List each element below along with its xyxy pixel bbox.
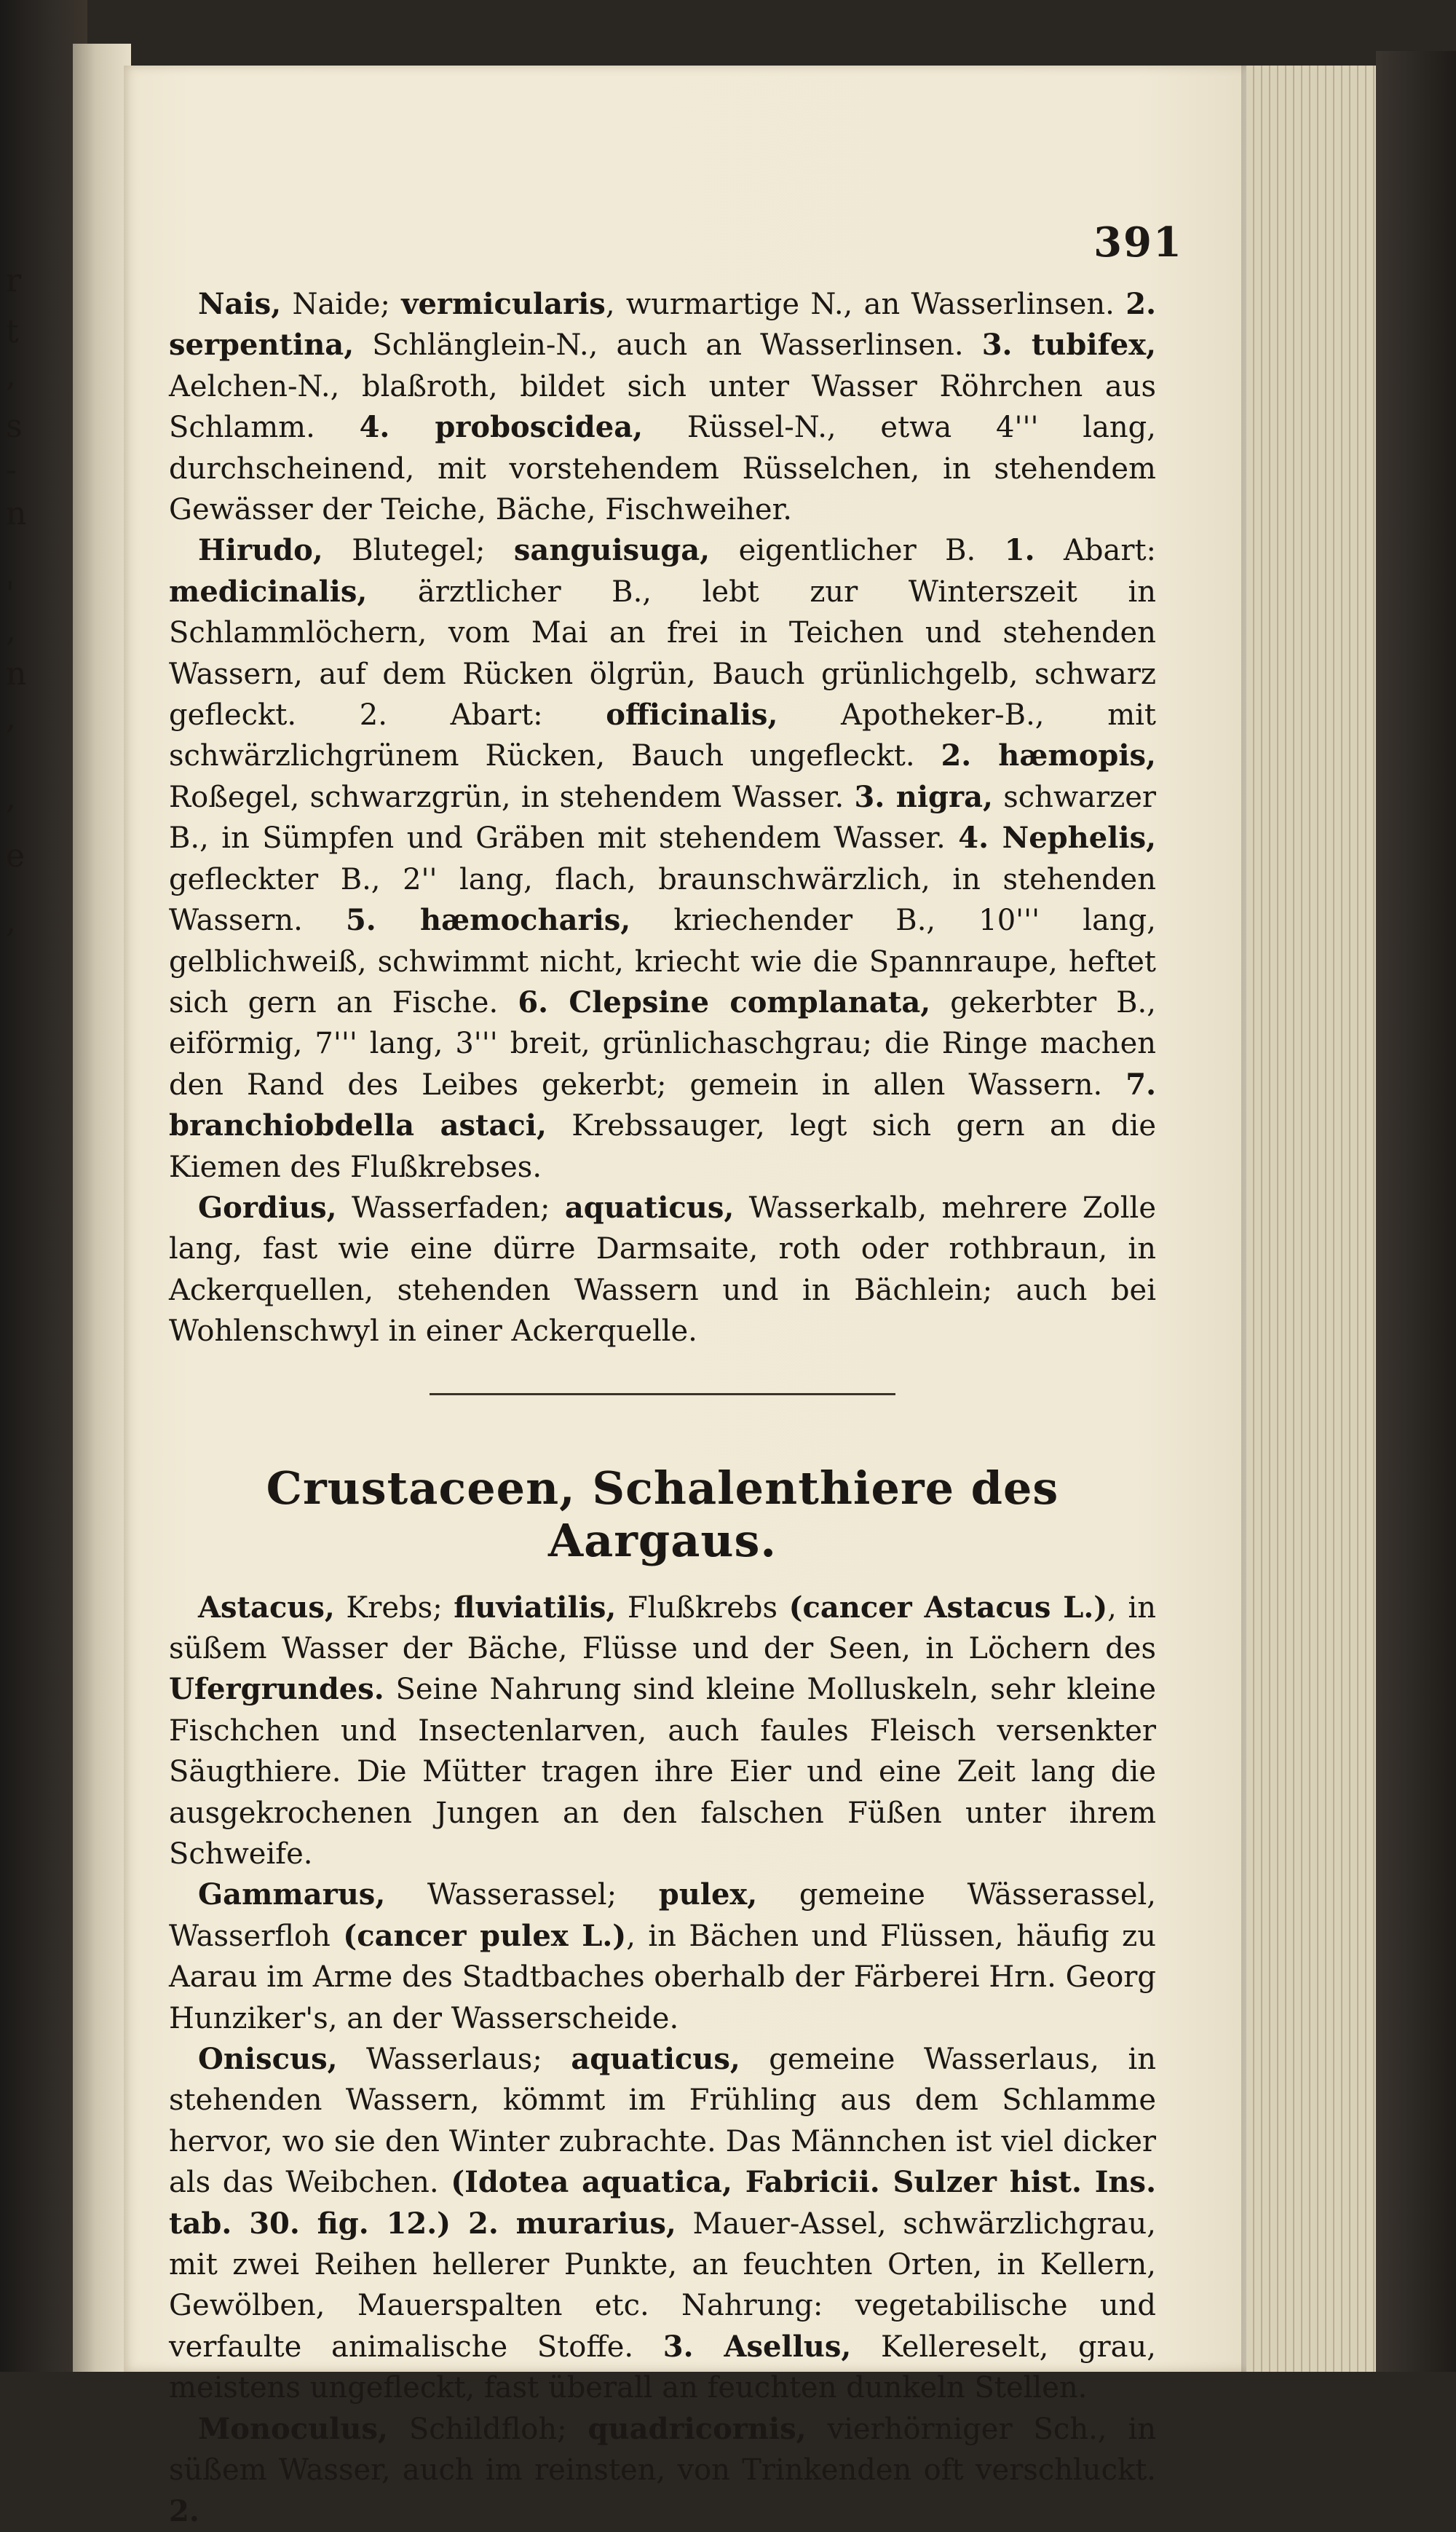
entry-paragraph	[169, 1588, 1156, 1875]
taxon-name: aquaticus,	[571, 2042, 740, 2077]
taxon-name: (cancer pulex L.)	[343, 1918, 627, 1953]
entry-text: Wasserlaus;	[337, 2043, 571, 2077]
entry-text: , in süßem Wasser der Bäche, Flüsse und der Seen, in Löchern des	[169, 1590, 1156, 1665]
entry-paragraph	[169, 284, 1156, 530]
page-number: 391	[1093, 218, 1183, 267]
taxon-name: 3. tubifex,	[981, 328, 1156, 363]
entry-text: Schlänglein-N., auch an Wasserlinsen.	[354, 328, 982, 363]
entry-text: Schildfloh;	[387, 2412, 588, 2446]
entry-text: Wasserfaden;	[336, 1191, 565, 1225]
taxon-name: 7. branchiobdella astaci,	[169, 1067, 1156, 1143]
margin-letter: r	[6, 262, 22, 299]
margin-letter: n	[6, 495, 27, 532]
entry-text: eigentlicher B.	[710, 534, 1005, 568]
taxon-name: vermicularis	[401, 287, 606, 321]
taxon-name: officinalis,	[606, 698, 778, 733]
margin-letter: -	[6, 451, 17, 489]
entry-text: Seine Nahrung sind kleine Molluskeln, sehr kleine Fischchen und Insectenlarven, auch faules Fleisch versenkter Säugthiere. Die Mütter tragen ihre Eier und eine Zeit lang die ausgekrochenen Jungen an den falschen Füßen unter ihrem Schweife.	[169, 1673, 1156, 1871]
entry-text: Wasserassel;	[385, 1878, 659, 1912]
entry-text: Blutegel;	[323, 534, 514, 568]
entry-text: gekerbter B., eiförmig, 7''' lang, 3''' breit, grünlichaschgrau; die Ringe machen den Rand des Leibes gekerbt; gemein in allen Wassern.	[169, 985, 1156, 1102]
entry-text: Krebssauger, legt sich gern an die Kiemen des Flußkrebses.	[169, 1109, 1156, 1184]
taxon-name: Gordius,	[198, 1190, 337, 1225]
taxon-name: quadricornis,	[587, 2411, 807, 2446]
entry-paragraph	[169, 2409, 1156, 2532]
entry-paragraph	[169, 2039, 1156, 2409]
book-cover-right	[1376, 51, 1456, 2372]
taxon-name: Oniscus,	[198, 2042, 338, 2077]
page-gutter	[73, 44, 131, 2372]
taxon-name: 3. nigra,	[854, 779, 993, 814]
entries-worms	[169, 284, 1156, 1352]
entry-paragraph	[169, 530, 1156, 1188]
taxon-name: Gammarus,	[198, 1877, 386, 1912]
entry-text: Rüssel-N., etwa 4''' lang, durchscheinend, mit vorstehendem Rüsselchen, in stehendem Gewässer der Teiche, Bäche, Fischweiher.	[169, 411, 1156, 527]
entry-text: kriechender B., 10''' lang, gelblichweiß, schwimmt nicht, kriecht wie die Spannraupe, heftet sich gern an Fische.	[169, 904, 1156, 1019]
taxon-name: 4. proboscidea,	[359, 410, 644, 445]
taxon-name: 1.	[1004, 533, 1035, 568]
entry-text: Naide;	[281, 288, 402, 321]
entry-text: schwarzer B., in Sümpfen und Gräben mit stehendem Wasser.	[169, 780, 1156, 856]
entry-text: ärztlicher B., lebt zur Winterszeit in Schlammlöchern, vom Mai an frei in Teichen und stehenden Wassern, auf dem Rücken ölgrün, Bauch grünlichgelb, schwarz gefleckt. 2. Abart:	[169, 575, 1156, 733]
entry-paragraph	[169, 1874, 1156, 2039]
entry-text: gefleckter B., 2'' lang, flach, braunschwärzlich, in stehenden Wassern.	[169, 862, 1156, 938]
entry-text: gemeine Wässerassel, Wasserfloh	[169, 1878, 1156, 1953]
margin-letter: ,	[6, 699, 16, 736]
entry-text: Aelchen-N., blaßroth, bildet sich unter Wasser Röhrchen aus Schlamm.	[169, 369, 1156, 445]
taxon-name: 5. hæmocharis,	[345, 903, 631, 938]
page-text	[169, 284, 1156, 2532]
taxon-name: fluviatilis,	[454, 1590, 617, 1625]
entry-text: , wurmartige N., an Wasserlinsen.	[605, 288, 1126, 321]
section-title: Crustaceen, Schalenthiere des Aargaus.	[266, 1461, 1059, 1567]
margin-letter: e	[6, 837, 25, 875]
entry-text: Mauer-Assel, schwärzlichgrau, mit zwei Reihen hellerer Punkte, an feuchten Orten, in Kellern, Gewölben, Mauerspalten etc. Nahrung: vegetabilische und verfaulte animalische Stoffe.	[169, 2206, 1156, 2364]
margin-letter: n	[6, 655, 27, 693]
margin-letter: s	[6, 408, 23, 445]
taxon-name: 6. Clepsine complanata,	[518, 985, 931, 1019]
taxon-name: medicinalis,	[169, 574, 368, 609]
entries-crustaceans	[169, 1588, 1156, 2532]
margin-letter: t	[6, 313, 19, 350]
margin-letter: ,	[6, 612, 16, 649]
taxon-name: aquaticus,	[564, 1190, 735, 1225]
taxon-name: Ufergrundes.	[169, 1672, 384, 1707]
entry-text: Abart:	[1034, 534, 1156, 568]
taxon-name: (Idotea aquatica, Fabricii. Sulzer hist. Ins. tab. 30. fig. 12.) 2. murarius,	[169, 2165, 1156, 2241]
page-edges	[1246, 66, 1392, 2372]
taxon-name: (cancer Astacus L.)	[788, 1590, 1108, 1625]
section-divider	[430, 1393, 895, 1395]
taxon-name: Monoculus,	[198, 2411, 388, 2446]
entry-text: Flußkrebs	[616, 1590, 789, 1625]
taxon-name: Hirudo,	[198, 533, 323, 568]
margin-letter: ,	[6, 779, 16, 816]
taxon-name: 3. Asellus,	[662, 2329, 852, 2364]
taxon-name: Astacus,	[198, 1590, 335, 1625]
book-page	[124, 66, 1249, 2528]
entry-text: vierhörniger Sch., in süßem Wasser, auch im reinsten, von Trinkenden oft verschluckt.	[169, 2412, 1157, 2488]
taxon-name: pulex,	[658, 1877, 758, 1912]
margin-letter: '	[6, 575, 15, 612]
entry-text: gemeine Wasserlaus, in stehenden Wassern, kömmt im Frühling aus dem Schlamme hervor, wo sie den Winter zubrachte. Das Männchen ist viel dicker als das Weibchen.	[169, 2043, 1156, 2200]
taxon-name: sanguisuga,	[513, 533, 711, 568]
entry-text: Apotheker-B., mit schwärzlichgrünem Rücken, Bauch ungefleckt.	[169, 698, 1156, 773]
entry-text: Roßegel, schwarzgrün, in stehendem Wasser.	[169, 780, 855, 814]
entry-text: Wasserkalb, mehrere Zolle lang, fast wie eine dürre Darmsaite, roth oder rothbraun, in Ackerquellen, stehenden Wassern und in Bächlein; auch bei Wohlenschwyl in einer Ackerquelle.	[169, 1191, 1156, 1349]
taxon-name: 2. serpentina,	[169, 287, 1156, 363]
margin-letter: ,	[6, 357, 16, 394]
taxon-name: 2.	[169, 2493, 199, 2528]
margin-letter: ,	[6, 903, 16, 940]
taxon-name: Nais,	[198, 287, 282, 321]
taxon-name: 2. hæmopis,	[941, 738, 1156, 773]
entry-paragraph	[169, 1188, 1156, 1352]
entry-text: Krebs;	[334, 1590, 454, 1625]
taxon-name: 4. Nephelis,	[958, 821, 1157, 856]
entry-text: Kellereselt, grau, meistens ungefleckt, fast überall an feuchten dunkeln Stellen.	[169, 2330, 1157, 2405]
entry-text: , in Bächen und Flüssen, häufig zu Aarau im Arme des Stadtbaches oberhalb der Färberei Hrn. Georg Hunziker's, an der Wasserscheide.	[169, 1919, 1157, 2035]
